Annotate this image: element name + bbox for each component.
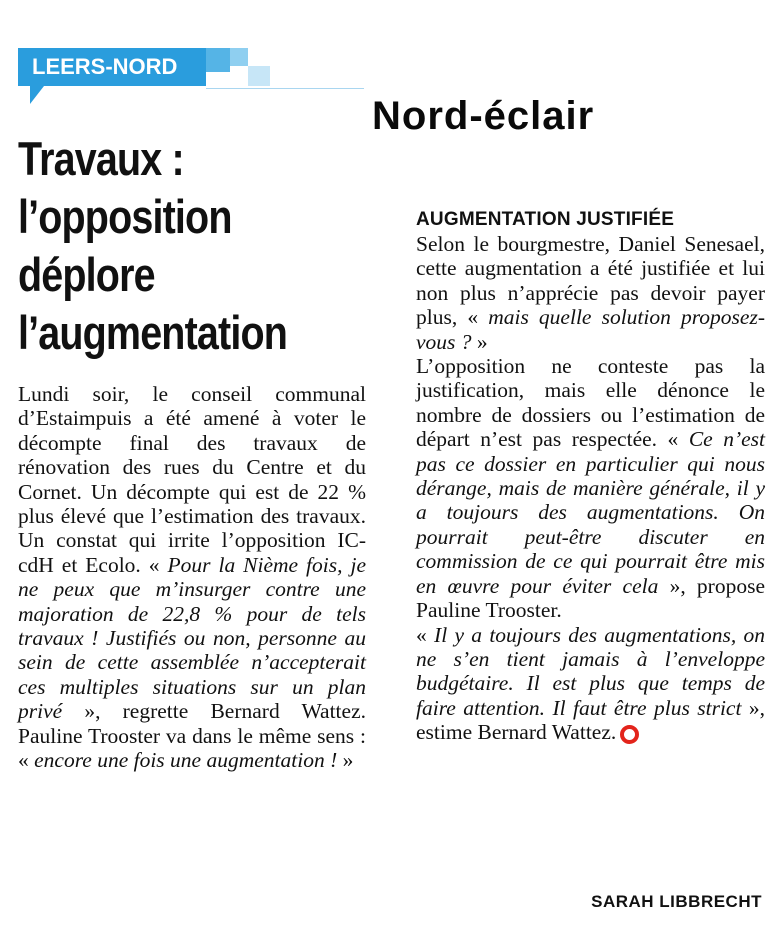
author-byline: SARAH LIBBRECHT xyxy=(591,892,762,911)
headline-line: l’opposition xyxy=(18,190,232,243)
body-text: L’opposition ne conteste pas la justification, mais elle dénonce le nombre de dossiers ou l’estimation de départ n’est pas respectée. « xyxy=(416,354,765,452)
body-text: », regrette Bernard Wattez. Pauline Trooster va dans le même sens : « xyxy=(18,699,366,773)
article-paragraph xyxy=(416,623,765,745)
section-tag-square xyxy=(248,66,270,86)
section-tag-rule xyxy=(206,88,364,89)
quote-text: Pour la Nième fois, je ne peux que m’insurger contre une majoration de 22,8 % pour de tels travaux ! Justifiés ou non, personne au sein de cette assemblée n’accepterait ces multiples situations sur un plan privé xyxy=(18,552,366,724)
section-tag xyxy=(18,48,206,86)
article-paragraph xyxy=(416,232,765,354)
body-text: », propose Pauline Trooster. xyxy=(416,573,766,623)
headline-line: Travaux : xyxy=(18,132,184,185)
body-text: », estime Bernard Wattez. xyxy=(416,695,765,745)
headline-line: l’augmentation xyxy=(18,306,287,359)
headline-line: déplore xyxy=(18,248,155,301)
body-text: » xyxy=(337,748,354,773)
article-end-icon xyxy=(620,725,639,744)
article-paragraph xyxy=(18,382,366,773)
article-paragraph xyxy=(416,354,765,622)
newspaper-brand: Nord-éclair xyxy=(372,94,595,138)
body-text: « xyxy=(416,622,435,647)
quote-text: Il y a toujours des augmentations, on ne s’en tient jamais à l’enveloppe budgétaire. Il est plus que temps de faire attention. Il faut être plus strict xyxy=(416,622,766,720)
section-tag-square xyxy=(206,48,230,72)
body-text: Selon le bourgmestre, Daniel Senesael, cette augmentation a été justifiée et lui non plus n’apprécie pas devoir payer plus, « xyxy=(416,232,765,330)
section-tag-tail xyxy=(30,86,44,104)
quote-text: mais quelle solution proposez-vous ? xyxy=(416,305,765,354)
section-tag-square xyxy=(230,48,248,66)
section-label: LEERS-NORD xyxy=(32,54,178,79)
body-text: Lundi soir, le conseil communal d’Estaimpuis a été amené à voter le décompte final des travaux de rénovation des rues du Centre et du Cornet. Un décompte qui est de 22 % plus élevé que l’estimation des travaux. Un constat qui irrite l’opposition IC-cdH et Ecolo. « xyxy=(18,382,366,577)
headline xyxy=(18,130,320,362)
quote-text: Ce n’est pas ce dossier en particulier qui nous dérange, mais de manière générale, il y a toujours des augmentations. On pourrait peut-être discuter en commission de ce qui pourrait être mis en œuvre pour éviter cela xyxy=(416,427,765,598)
body-text: » xyxy=(471,329,488,354)
quote-text: encore une fois une augmentation ! xyxy=(34,748,338,773)
article-column-right xyxy=(416,208,765,745)
article-column-left xyxy=(18,382,366,773)
subheading: AUGMENTATION JUSTIFIÉE xyxy=(416,209,675,230)
